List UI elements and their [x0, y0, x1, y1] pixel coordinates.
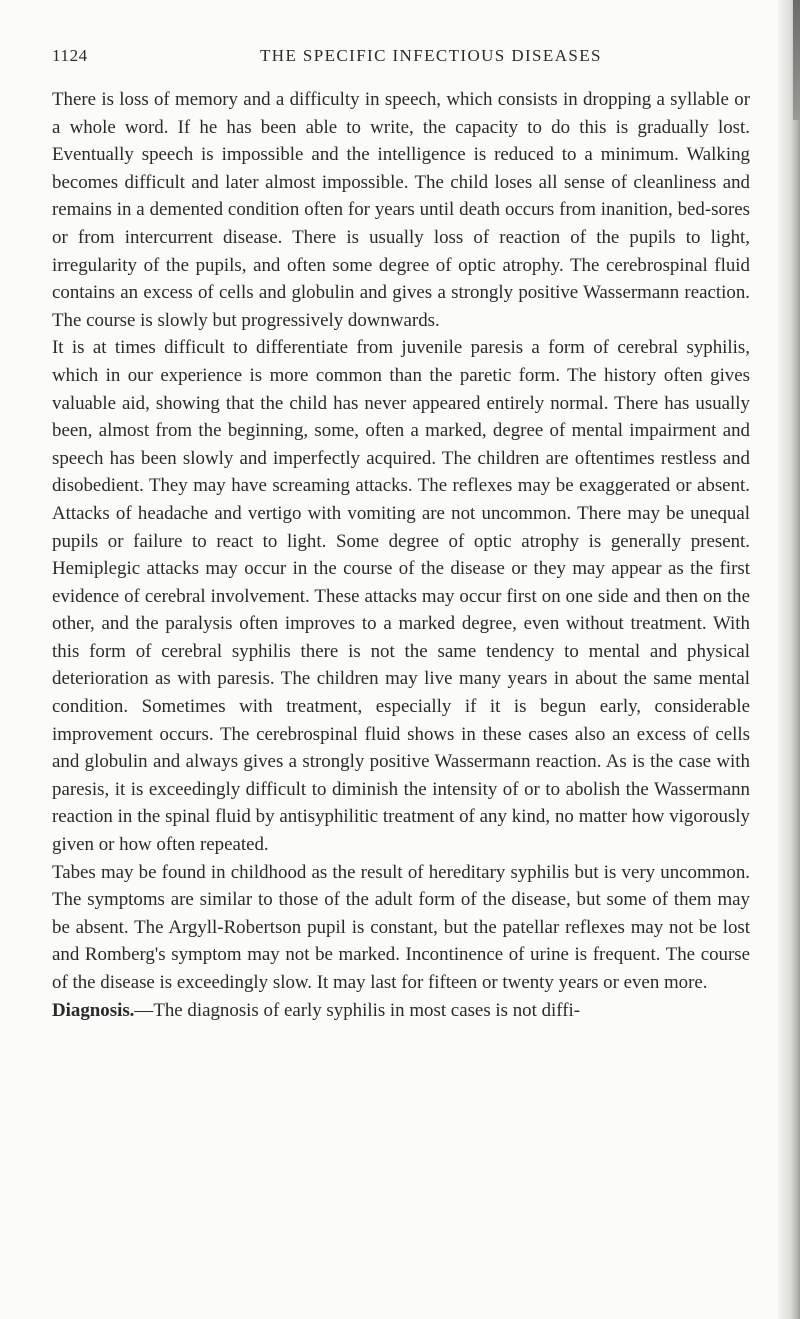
page-number: 1124: [52, 46, 88, 65]
paragraph-diagnosis: [52, 997, 750, 1025]
page-corner-shadow: [793, 0, 800, 120]
paragraph-tabes: Tabes may be found in childhood as the result of hereditary syphilis but is very uncommon. The symptoms are similar to those of the adult form of the disease, but some of them may be absent. The Argyll-Robertson pupil is constant, but the patellar reflexes may not be lost and Romberg's symptom may not be marked. Incontinence of urine is frequent. The course of the disease is exceedingly slow. It may last for fifteen or twenty years or even more.: [52, 861, 750, 993]
paragraph-cerebral-syphilis: It is at times difficult to differentiate from juvenile paresis a form of cerebral syphilis, which in our experience is more common than the paretic form. The history often gives valuable aid, showing that the child has never appeared entirely normal. There has usually been, almost from the beginning, some, often a marked, degree of mental impairment and speech has been slowly and imperfectly acquired. The children are oftentimes restless and disobedient. They may have screaming attacks. The reflexes may be exaggerated or absent. Attacks of headache and vertigo with vomiting are not uncommon. There may be unequal pupils or failure to react to light. Some degree of optic atrophy is generally present. Hemiplegic attacks may occur in the course of the disease or they may appear as the first evidence of cerebral involvement. These attacks may occur first on one side and then on the other, and the paralysis often improves to a marked degree, even without treatment. With this form of cerebral syphilis there is not the same tendency to mental and physical deterioration as with paresis. The children may live many years in about the same mental condition. Sometimes with treatment, especially if it is begun early, considerable improvement occurs. The cerebrospinal fluid shows in these cases also an excess of cells and globulin and always gives a strongly positive Wassermann reaction. As is the case with paresis, it is exceedingly difficult to diminish the intensity of or to abolish the Wassermann reaction in the spinal fluid by antisyphilitic treatment of any kind, no matter how vigorously given or how often repeated.: [52, 337, 750, 856]
diagnosis-text: —The diagnosis of early syphilis in most cases is not diffi-: [134, 999, 581, 1021]
body-text: [52, 86, 750, 1024]
page-edge-shadow: [778, 0, 800, 1319]
paragraph-juvenile-paresis-symptoms: There is loss of memory and a difficulty in speech, which consists in dropping a syllable or a whole word. If he has been able to write, the capacity to do this is gradually lost. Eventually speech is impossible and the intelligence is reduced to a minimum. Walking becomes difficult and later almost impossible. The child loses all sense of cleanliness and remains in a demented condition often for years until death occurs from inanition, bed-sores or from intercurrent disease. There is usually loss of reaction of the pupils to light, irregularity of the pupils, and often some degree of optic atrophy. The cerebrospinal fluid contains an excess of cells and globulin and gives a strongly positive Wassermann reaction. The course is slowly but progressively downwards.: [52, 89, 750, 331]
running-head: [52, 46, 752, 76]
diagnosis-heading: Diagnosis.: [52, 999, 135, 1021]
running-head-title: THE SPECIFIC INFECTIOUS DISEASES: [260, 46, 602, 65]
